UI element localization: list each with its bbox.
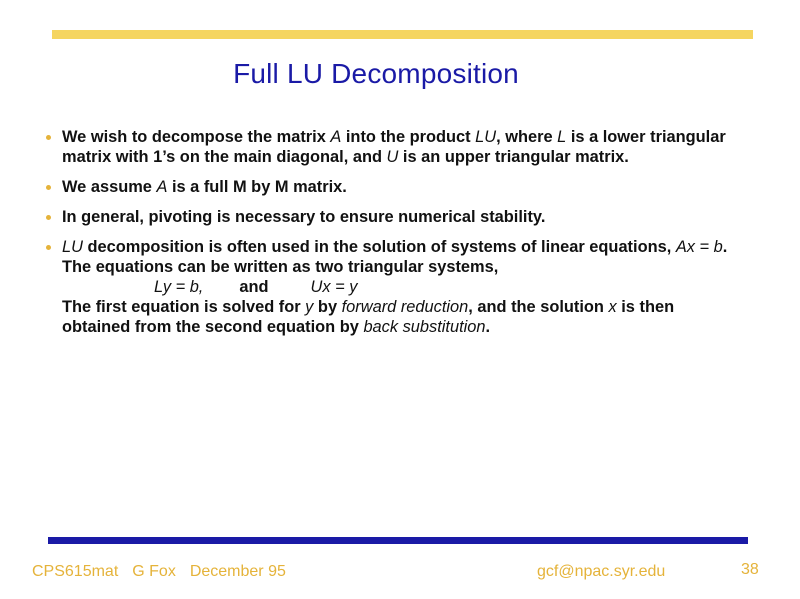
b1-matrix-u: U	[386, 148, 399, 166]
b4-text-5: , and the solution	[468, 298, 609, 316]
b2-matrix-a: A	[156, 178, 168, 196]
bullet-item-decompose	[30, 127, 730, 167]
bullet-item-systems	[30, 237, 730, 337]
b1-text-1: We wish to decompose the matrix	[62, 128, 331, 146]
b2-text-1: We assume	[62, 178, 157, 196]
equation-line	[62, 277, 730, 297]
b1-matrix-a: A	[330, 128, 342, 146]
solution-paragraph	[62, 297, 730, 337]
b4-text-6: is then obtained from the second equation by	[62, 298, 675, 336]
bullet-icon	[46, 215, 51, 220]
bullet-icon	[46, 245, 51, 250]
slide-title: Full LU Decomposition	[233, 58, 519, 89]
b4-text-3: The first equation is solved for	[62, 298, 306, 316]
b1-text-5: is an upper triangular matrix.	[398, 148, 629, 166]
b4-text-1: decomposition is often used in the solution of systems of linear equations,	[82, 238, 676, 256]
bullet-icon	[46, 135, 51, 140]
b4-lu: LU	[62, 238, 83, 256]
b4-equation-axb: Ax = b	[675, 238, 723, 256]
bullet-icon	[46, 185, 51, 190]
footer-info	[32, 563, 300, 581]
bullet-item-assume	[30, 177, 730, 197]
footer-email: gcf@npac.syr.edu	[537, 563, 666, 580]
b4-var-x: x	[608, 298, 617, 316]
top-divider	[52, 30, 753, 39]
footer-author: G Fox	[132, 563, 176, 580]
bottom-divider	[48, 537, 748, 544]
bullet-item-pivoting	[30, 207, 730, 227]
b3-text: In general, pivoting is necessary to ensure numerical stability.	[62, 208, 546, 226]
equation-ly-b: Ly = b,	[154, 278, 204, 296]
equation-ux-y: Ux = y	[310, 278, 358, 296]
b4-forward-reduction: forward reduction	[341, 298, 469, 316]
b4-var-y: y	[305, 298, 314, 316]
b1-text-3: , where	[496, 128, 558, 146]
b1-matrix-l: L	[557, 128, 567, 146]
b1-text-4: is a lower triangular matrix with 1’s on the main diagonal, and	[62, 128, 726, 166]
page-number: 38	[741, 561, 759, 578]
equation-and: and	[239, 278, 269, 296]
b2-text-2: is a full M by M matrix.	[167, 178, 347, 196]
b4-back-substitution: back substitution	[363, 318, 486, 336]
b1-text-2: into the product	[341, 128, 476, 146]
bullet-list	[30, 127, 730, 347]
b1-product-lu: LU	[475, 128, 497, 146]
b4-text-2: . The equations can be written as two triangular systems,	[62, 238, 728, 276]
footer-date: December 95	[189, 563, 286, 580]
footer-course: CPS615mat	[32, 563, 119, 580]
b4-text-7: .	[485, 318, 491, 336]
b4-text-4: by	[313, 298, 342, 316]
